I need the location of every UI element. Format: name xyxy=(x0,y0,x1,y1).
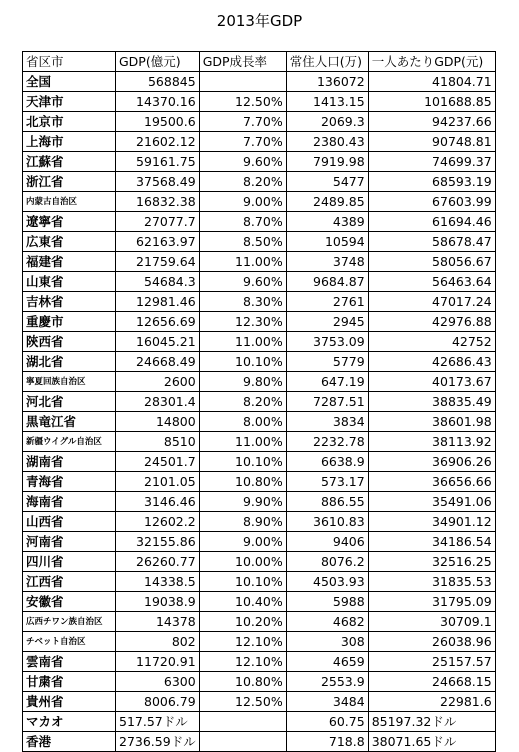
growth-cell: 8.90% xyxy=(199,512,286,532)
gdp-per-capita-cell: 58056.67 xyxy=(368,252,495,272)
table-row xyxy=(23,332,496,352)
gdp-cell: 16832.38 xyxy=(116,192,200,212)
header-growth: GDP成長率 xyxy=(199,52,286,72)
growth-cell: 10.80% xyxy=(199,672,286,692)
growth-cell: 12.30% xyxy=(199,312,286,332)
growth-cell: 12.50% xyxy=(199,692,286,712)
gdp-cell: 21602.12 xyxy=(116,132,200,152)
region-cell: 江蘇省 xyxy=(23,152,116,172)
growth-cell: 7.70% xyxy=(199,132,286,152)
region-cell: 福建省 xyxy=(23,252,116,272)
gdp-per-capita-cell: 58678.47 xyxy=(368,232,495,252)
gdp-cell: 37568.49 xyxy=(116,172,200,192)
gdp-cell: 14370.16 xyxy=(116,92,200,112)
gdp-cell: 517.57ドル xyxy=(116,712,200,732)
growth-cell: 9.60% xyxy=(199,272,286,292)
gdp-per-capita-cell: 42976.88 xyxy=(368,312,495,332)
gdp-cell: 19038.9 xyxy=(116,592,200,612)
gdp-per-capita-cell: 67603.99 xyxy=(368,192,495,212)
region-cell: 雲南省 xyxy=(23,652,116,672)
table-row xyxy=(23,672,496,692)
gdp-per-capita-cell: 85197.32ドル xyxy=(368,712,495,732)
region-cell: 新疆ウイグル自治区 xyxy=(23,432,116,452)
region-cell: 広西チワン族自治区 xyxy=(23,612,116,632)
region-cell: 江西省 xyxy=(23,572,116,592)
gdp-per-capita-cell: 22981.6 xyxy=(368,692,495,712)
gdp-cell: 2736.59ドル xyxy=(116,732,200,752)
population-cell: 2232.78 xyxy=(286,432,368,452)
population-cell: 8076.2 xyxy=(286,552,368,572)
growth-cell: 10.40% xyxy=(199,592,286,612)
gdp-cell: 2600 xyxy=(116,372,200,392)
gdp-per-capita-cell: 38601.98 xyxy=(368,412,495,432)
table-row xyxy=(23,612,496,632)
growth-cell: 8.20% xyxy=(199,172,286,192)
table-row xyxy=(23,372,496,392)
gdp-cell: 24668.49 xyxy=(116,352,200,372)
gdp-per-capita-cell: 41804.71 xyxy=(368,72,495,92)
header-population: 常住人口(万) xyxy=(286,52,368,72)
gdp-cell: 802 xyxy=(116,632,200,652)
growth-cell: 12.10% xyxy=(199,632,286,652)
growth-cell xyxy=(199,72,286,92)
growth-cell: 11.00% xyxy=(199,332,286,352)
growth-cell: 10.10% xyxy=(199,572,286,592)
header-gdp-per-capita: 一人あたりGDP(元) xyxy=(368,52,495,72)
table-row xyxy=(23,512,496,532)
growth-cell: 8.30% xyxy=(199,292,286,312)
population-cell: 2945 xyxy=(286,312,368,332)
gdp-cell: 12602.2 xyxy=(116,512,200,532)
gdp-per-capita-cell: 90748.81 xyxy=(368,132,495,152)
gdp-cell: 8510 xyxy=(116,432,200,452)
population-cell: 4659 xyxy=(286,652,368,672)
region-cell: 山西省 xyxy=(23,512,116,532)
gdp-per-capita-cell: 94237.66 xyxy=(368,112,495,132)
region-cell: 香港 xyxy=(23,732,116,752)
table-row xyxy=(23,252,496,272)
growth-cell: 10.10% xyxy=(199,452,286,472)
region-cell: 四川省 xyxy=(23,552,116,572)
growth-cell: 9.80% xyxy=(199,372,286,392)
gdp-per-capita-cell: 34901.12 xyxy=(368,512,495,532)
gdp-per-capita-cell: 61694.46 xyxy=(368,212,495,232)
region-cell: 湖北省 xyxy=(23,352,116,372)
table-row xyxy=(23,112,496,132)
gdp-per-capita-cell: 35491.06 xyxy=(368,492,495,512)
population-cell: 5779 xyxy=(286,352,368,372)
population-cell: 3610.83 xyxy=(286,512,368,532)
population-cell: 3748 xyxy=(286,252,368,272)
gdp-cell: 3146.46 xyxy=(116,492,200,512)
growth-cell: 9.00% xyxy=(199,192,286,212)
gdp-per-capita-cell: 32516.25 xyxy=(368,552,495,572)
region-cell: 寧夏回族自治区 xyxy=(23,372,116,392)
region-cell: 天津市 xyxy=(23,92,116,112)
population-cell: 7287.51 xyxy=(286,392,368,412)
region-cell: 甘粛省 xyxy=(23,672,116,692)
gdp-per-capita-cell: 38113.92 xyxy=(368,432,495,452)
region-cell: 全国 xyxy=(23,72,116,92)
gdp-cell: 27077.7 xyxy=(116,212,200,232)
population-cell: 2069.3 xyxy=(286,112,368,132)
growth-cell: 11.00% xyxy=(199,252,286,272)
gdp-per-capita-cell: 25157.57 xyxy=(368,652,495,672)
growth-cell: 8.20% xyxy=(199,392,286,412)
region-cell: 青海省 xyxy=(23,472,116,492)
gdp-per-capita-cell: 34186.54 xyxy=(368,532,495,552)
population-cell: 647.19 xyxy=(286,372,368,392)
region-cell: 安徽省 xyxy=(23,592,116,612)
gdp-cell: 14800 xyxy=(116,412,200,432)
region-cell: 上海市 xyxy=(23,132,116,152)
growth-cell: 8.00% xyxy=(199,412,286,432)
table-row xyxy=(23,552,496,572)
population-cell: 9406 xyxy=(286,532,368,552)
header-region: 省区市 xyxy=(23,52,116,72)
gdp-cell: 14338.5 xyxy=(116,572,200,592)
table-row xyxy=(23,132,496,152)
population-cell: 10594 xyxy=(286,232,368,252)
region-cell: 広東省 xyxy=(23,232,116,252)
gdp-per-capita-cell: 24668.15 xyxy=(368,672,495,692)
growth-cell: 9.60% xyxy=(199,152,286,172)
gdp-cell: 24501.7 xyxy=(116,452,200,472)
population-cell: 4503.93 xyxy=(286,572,368,592)
gdp-per-capita-cell: 47017.24 xyxy=(368,292,495,312)
table-row xyxy=(23,412,496,432)
table-row xyxy=(23,592,496,612)
table-row xyxy=(23,432,496,452)
gdp-per-capita-cell: 74699.37 xyxy=(368,152,495,172)
gdp-cell: 19500.6 xyxy=(116,112,200,132)
growth-cell: 8.50% xyxy=(199,232,286,252)
population-cell: 6638.9 xyxy=(286,452,368,472)
gdp-per-capita-cell: 68593.19 xyxy=(368,172,495,192)
region-cell: 浙江省 xyxy=(23,172,116,192)
growth-cell: 10.00% xyxy=(199,552,286,572)
table-row xyxy=(23,292,496,312)
population-cell: 886.55 xyxy=(286,492,368,512)
population-cell: 60.75 xyxy=(286,712,368,732)
growth-cell xyxy=(199,712,286,732)
growth-cell: 7.70% xyxy=(199,112,286,132)
table-row xyxy=(23,232,496,252)
region-cell: 湖南省 xyxy=(23,452,116,472)
population-cell: 3484 xyxy=(286,692,368,712)
growth-cell: 10.10% xyxy=(199,352,286,372)
gdp-cell: 6300 xyxy=(116,672,200,692)
table-row xyxy=(23,172,496,192)
region-cell: 重慶市 xyxy=(23,312,116,332)
region-cell: 陝西省 xyxy=(23,332,116,352)
gdp-cell: 568845 xyxy=(116,72,200,92)
gdp-per-capita-cell: 31795.09 xyxy=(368,592,495,612)
gdp-cell: 26260.77 xyxy=(116,552,200,572)
population-cell: 136072 xyxy=(286,72,368,92)
gdp-per-capita-cell: 56463.64 xyxy=(368,272,495,292)
gdp-cell: 28301.4 xyxy=(116,392,200,412)
table-row xyxy=(23,272,496,292)
table-row xyxy=(23,492,496,512)
population-cell: 573.17 xyxy=(286,472,368,492)
region-cell: 河北省 xyxy=(23,392,116,412)
population-cell: 2761 xyxy=(286,292,368,312)
population-cell: 308 xyxy=(286,632,368,652)
table-row xyxy=(23,692,496,712)
table-row xyxy=(23,192,496,212)
gdp-per-capita-cell: 26038.96 xyxy=(368,632,495,652)
population-cell: 3753.09 xyxy=(286,332,368,352)
header-gdp: GDP(億元) xyxy=(116,52,200,72)
region-cell: 吉林省 xyxy=(23,292,116,312)
header-row xyxy=(23,52,496,72)
growth-cell: 8.70% xyxy=(199,212,286,232)
gdp-per-capita-cell: 101688.85 xyxy=(368,92,495,112)
population-cell: 4389 xyxy=(286,212,368,232)
gdp-per-capita-cell: 42686.43 xyxy=(368,352,495,372)
region-cell: 海南省 xyxy=(23,492,116,512)
gdp-per-capita-cell: 36906.26 xyxy=(368,452,495,472)
gdp-per-capita-cell: 38071.65ドル xyxy=(368,732,495,752)
region-cell: チベット自治区 xyxy=(23,632,116,652)
region-cell: 遼寧省 xyxy=(23,212,116,232)
table-row xyxy=(23,632,496,652)
gdp-cell: 62163.97 xyxy=(116,232,200,252)
population-cell: 2489.85 xyxy=(286,192,368,212)
gdp-per-capita-cell: 38835.49 xyxy=(368,392,495,412)
population-cell: 3834 xyxy=(286,412,368,432)
table-row xyxy=(23,732,496,752)
gdp-cell: 12656.69 xyxy=(116,312,200,332)
gdp-cell: 8006.79 xyxy=(116,692,200,712)
table-row xyxy=(23,212,496,232)
table-row xyxy=(23,392,496,412)
region-cell: 山東省 xyxy=(23,272,116,292)
population-cell: 2380.43 xyxy=(286,132,368,152)
gdp-cell: 21759.64 xyxy=(116,252,200,272)
gdp-per-capita-cell: 40173.67 xyxy=(368,372,495,392)
population-cell: 4682 xyxy=(286,612,368,632)
gdp-per-capita-cell: 31835.53 xyxy=(368,572,495,592)
gdp-cell: 59161.75 xyxy=(116,152,200,172)
table-row xyxy=(23,572,496,592)
population-cell: 7919.98 xyxy=(286,152,368,172)
region-cell: 内蒙古自治区 xyxy=(23,192,116,212)
region-cell: 北京市 xyxy=(23,112,116,132)
gdp-cell: 12981.46 xyxy=(116,292,200,312)
growth-cell: 10.80% xyxy=(199,472,286,492)
growth-cell: 9.00% xyxy=(199,532,286,552)
gdp-per-capita-cell: 36656.66 xyxy=(368,472,495,492)
table-row xyxy=(23,452,496,472)
gdp-cell: 54684.3 xyxy=(116,272,200,292)
gdp-cell: 11720.91 xyxy=(116,652,200,672)
gdp-per-capita-cell: 30709.1 xyxy=(368,612,495,632)
region-cell: 黒竜江省 xyxy=(23,412,116,432)
growth-cell: 12.50% xyxy=(199,92,286,112)
region-cell: マカオ xyxy=(23,712,116,732)
growth-cell: 12.10% xyxy=(199,652,286,672)
table-row xyxy=(23,712,496,732)
gdp-cell: 32155.86 xyxy=(116,532,200,552)
region-cell: 貴州省 xyxy=(23,692,116,712)
table-row xyxy=(23,92,496,112)
table-row xyxy=(23,72,496,92)
table-row xyxy=(23,472,496,492)
population-cell: 718.8 xyxy=(286,732,368,752)
growth-cell xyxy=(199,732,286,752)
population-cell: 5988 xyxy=(286,592,368,612)
gdp-per-capita-cell: 42752 xyxy=(368,332,495,352)
gdp-cell: 14378 xyxy=(116,612,200,632)
population-cell: 9684.87 xyxy=(286,272,368,292)
population-cell: 1413.15 xyxy=(286,92,368,112)
table-row xyxy=(23,352,496,372)
table-row xyxy=(23,532,496,552)
table-row xyxy=(23,152,496,172)
page-title: 2013年GDP xyxy=(216,12,303,30)
table-row xyxy=(23,652,496,672)
growth-cell: 10.20% xyxy=(199,612,286,632)
gdp-table xyxy=(22,51,496,752)
table-row xyxy=(23,312,496,332)
gdp-cell: 16045.21 xyxy=(116,332,200,352)
growth-cell: 9.90% xyxy=(199,492,286,512)
region-cell: 河南省 xyxy=(23,532,116,552)
population-cell: 5477 xyxy=(286,172,368,192)
gdp-cell: 2101.05 xyxy=(116,472,200,492)
population-cell: 2553.9 xyxy=(286,672,368,692)
growth-cell: 11.00% xyxy=(199,432,286,452)
